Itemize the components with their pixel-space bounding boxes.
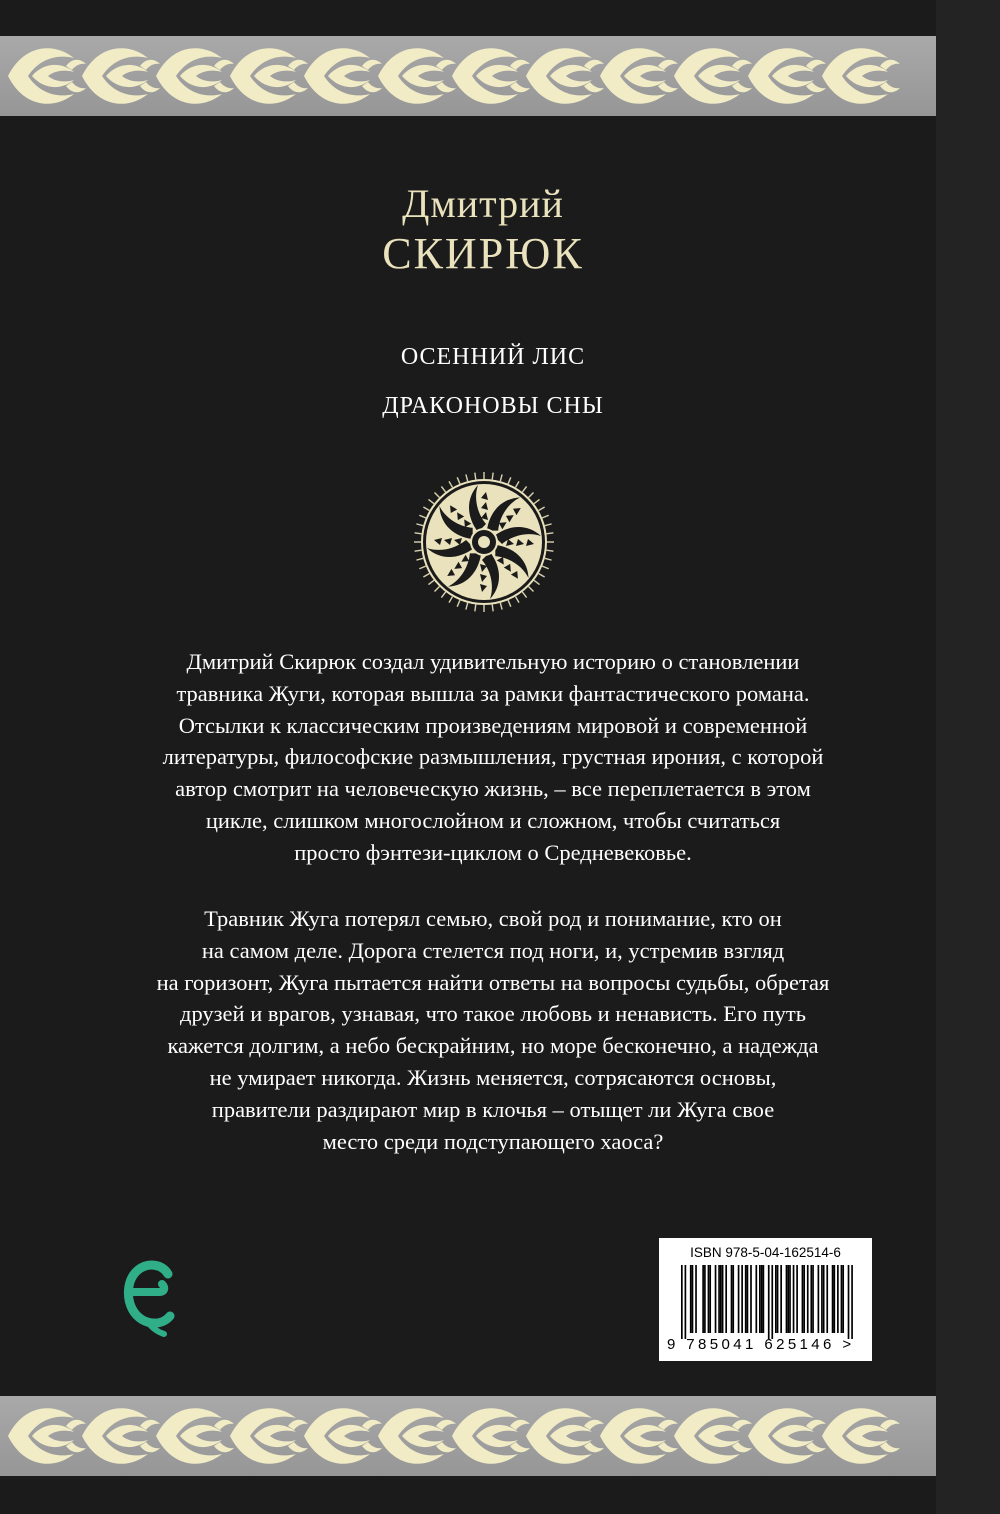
eksmo-logo-icon	[118, 1256, 176, 1338]
isbn-barcode	[659, 1238, 872, 1361]
paragraph-line: цикле, слишком многослойном и сложном, чтобы считаться	[205, 807, 781, 833]
book-title-1: ОСЕННИЙ ЛИС	[400, 344, 586, 370]
paragraph-line: не умирает никогда. Жизнь меняется, сотрясаются основы,	[209, 1064, 777, 1090]
paragraph-line: просто фэнтези-циклом о Средневековье.	[294, 839, 692, 865]
celtic-knot-ornament-icon	[0, 36, 936, 116]
paragraph-line: на горизонт, Жуга пытается найти ответы на вопросы судьбы, обретая	[156, 969, 830, 995]
paragraph-line: Отсылки к классическим произведениям мировой и современной	[178, 712, 808, 738]
paragraph-line: правители раздирают мир в клочья – отыщет ли Жуга свое	[211, 1096, 775, 1122]
spine-edge	[936, 0, 1000, 1514]
paragraph-line: травника Жуги, которая вышла за рамки фантастического романа.	[176, 680, 810, 706]
paragraph-line: автор смотрит на человеческую жизнь, – все переплетается в этом	[175, 776, 811, 802]
celtic-knot-ornament-icon	[0, 1396, 936, 1476]
paragraph-line: место среди подступающего хаоса?	[322, 1128, 664, 1154]
paragraph-line: друзей и врагов, узнавая, что такое любовь и ненависть. Его путь	[180, 1001, 806, 1027]
author-first-name: Дмитрий	[402, 181, 564, 226]
paragraph-line: на самом деле. Дорога стелется под ноги, и, устремив взгляд	[201, 937, 785, 963]
description-paragraph-2	[80, 903, 906, 1157]
top-ornament-band	[0, 36, 936, 116]
ean-digits: 9 785041 625146 >	[667, 1336, 855, 1353]
paragraph-line: Дмитрий Скирюк создал удивительную историю о становлении	[186, 649, 800, 674]
paragraph-line: литературы, философские размышления, грустная ирония, с которой	[162, 744, 824, 770]
author-last-name: СКИРЮК	[382, 229, 584, 278]
isbn-label: ISBN 978-5-04-162514-6	[690, 1245, 841, 1260]
description-paragraph-1	[80, 646, 906, 869]
barcode-bars	[681, 1265, 853, 1339]
paragraph-line: Травник Жуга потерял семью, свой род и понимание, кто он	[204, 906, 782, 931]
paragraph-line: кажется долгим, а небо бескрайним, но море бесконечно, а надежда	[167, 1033, 819, 1059]
book-title-2: ДРАКОНОВЫ СНЫ	[382, 393, 604, 419]
bottom-ornament-band	[0, 1396, 936, 1476]
solar-wheel-emblem-icon	[412, 470, 556, 614]
